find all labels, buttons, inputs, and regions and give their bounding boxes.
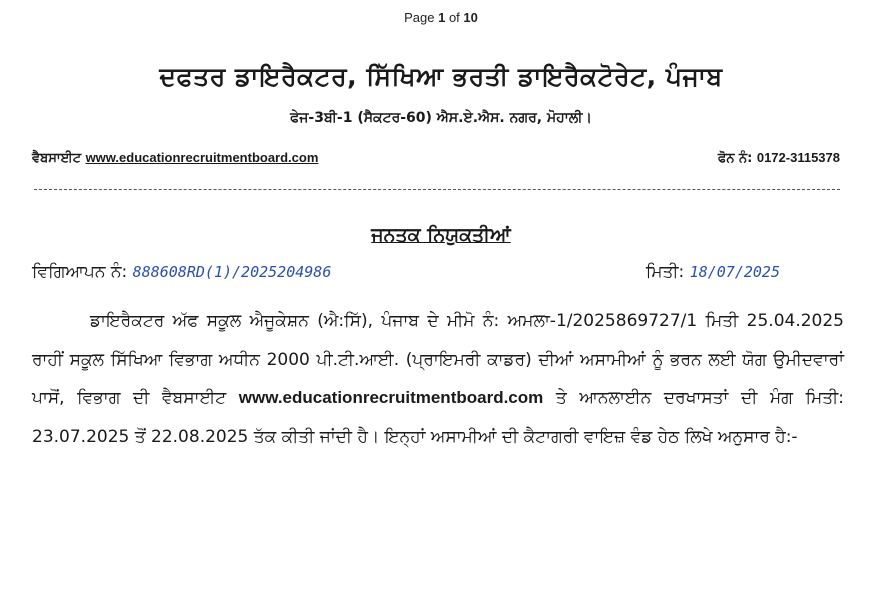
dashed-divider xyxy=(34,189,840,190)
page-number-separator: of xyxy=(445,10,464,25)
phone-number: 0172-3115378 xyxy=(756,150,840,165)
advertisement-date xyxy=(646,262,780,282)
page-number xyxy=(0,10,882,25)
contact-row xyxy=(32,150,840,166)
date-label: ਮਿਤੀ: xyxy=(645,262,685,282)
notice-heading: ਜਨਤਕ ਨਿਯੁਕਤੀਆਂ xyxy=(371,224,511,246)
phone-contact xyxy=(718,150,840,166)
notice-body xyxy=(32,302,844,456)
office-address: ਫੇਜ-3ਬੀ-1 (ਸੈਕਟਰ-60) ਐਸ.ਏ.ਐਸ. ਨਗਰ, ਮੋਹਾਲੀ। xyxy=(290,110,592,126)
advertisement-number xyxy=(32,262,331,282)
notice-body-website: www.educationrecruitmentboard.com xyxy=(238,388,544,407)
phone-label: ਫੋਨ ਨੰ: xyxy=(717,151,753,166)
advertisement-number-value: 888608RD(1)/2025204986 xyxy=(132,263,332,281)
date-value: 18/07/2025 xyxy=(689,263,780,281)
website-link[interactable]: www.educationrecruitmentboard.com xyxy=(85,150,319,165)
notice-body-part1: ਡਾਇਰੈਕਟਰ ਅੱਫ ਸਕੂਲ ਐਜੂਕੇਸ਼ਨ (ਐ:ਸਿੱ), ਪੰਜਾਬ ਦੇ ਮੀਮੋ ਨੰ: ਅਮਲਾ-1/2025869727/1 ਮਿਤੀ 25.04.2025 ਰਾਹੀਂ ਸਕੂਲ ਸਿੱਖਿਆ ਵਿਭਾਗ ਅਧੀਨ 2000 ਪੀ.ਟੀ.ਆਈ. (ਪ੍ਰਾਇਮਰੀ ਕਾਡਰ) ਦੀਆਂ ਅਸਾਮੀਆਂ ਨੂੰ ਭਰਨ ਲਈ ਯੋਗ ਉਮੀਦਵਾਰਾਂ ਪਾਸੋਂ, ਵਿਭਾਗ ਦੀ ਵੈਬਸਾਈਟ xyxy=(32,311,844,408)
notice-body-part2: ਤੇ ਆਨਲਾਈਨ ਦਰਖਾਸਤਾਂ ਦੀ ਮੰਗ ਮਿਤੀ: 23.07.2025 ਤੋਂ 22.08.2025 ਤੱਕ ਕੀਤੀ ਜਾਂਦੀ ਹੈ। ਇਨ੍ਹਾਂ ਅਸਾਮੀਆਂ ਦੀ ਕੈਟਾਗਰੀ ਵਾਇਜ਼ ਵੰਡ ਹੇਠ ਲਿਖੇ ਅਨੁਸਾਰ ਹੈ:- xyxy=(32,388,845,447)
page-number-total: 10 xyxy=(463,10,478,25)
website-label: ਵੈਬਸਾਈਟ xyxy=(32,151,82,166)
advertisement-row xyxy=(32,262,840,282)
page-number-prefix: Page xyxy=(404,10,439,25)
office-title: ਦਫਤਰ ਡਾਇਰੈਕਟਰ, ਸਿੱਖਿਆ ਭਰਤੀ ਡਾਇਰੈਕਟੋਰੇਟ, ਪੰਜਾਬ xyxy=(159,62,723,91)
website-contact xyxy=(32,150,318,166)
advertisement-label: ਵਿਗਿਆਪਨ ਨੰ: xyxy=(32,262,128,282)
page-number-current: 1 xyxy=(438,10,446,25)
